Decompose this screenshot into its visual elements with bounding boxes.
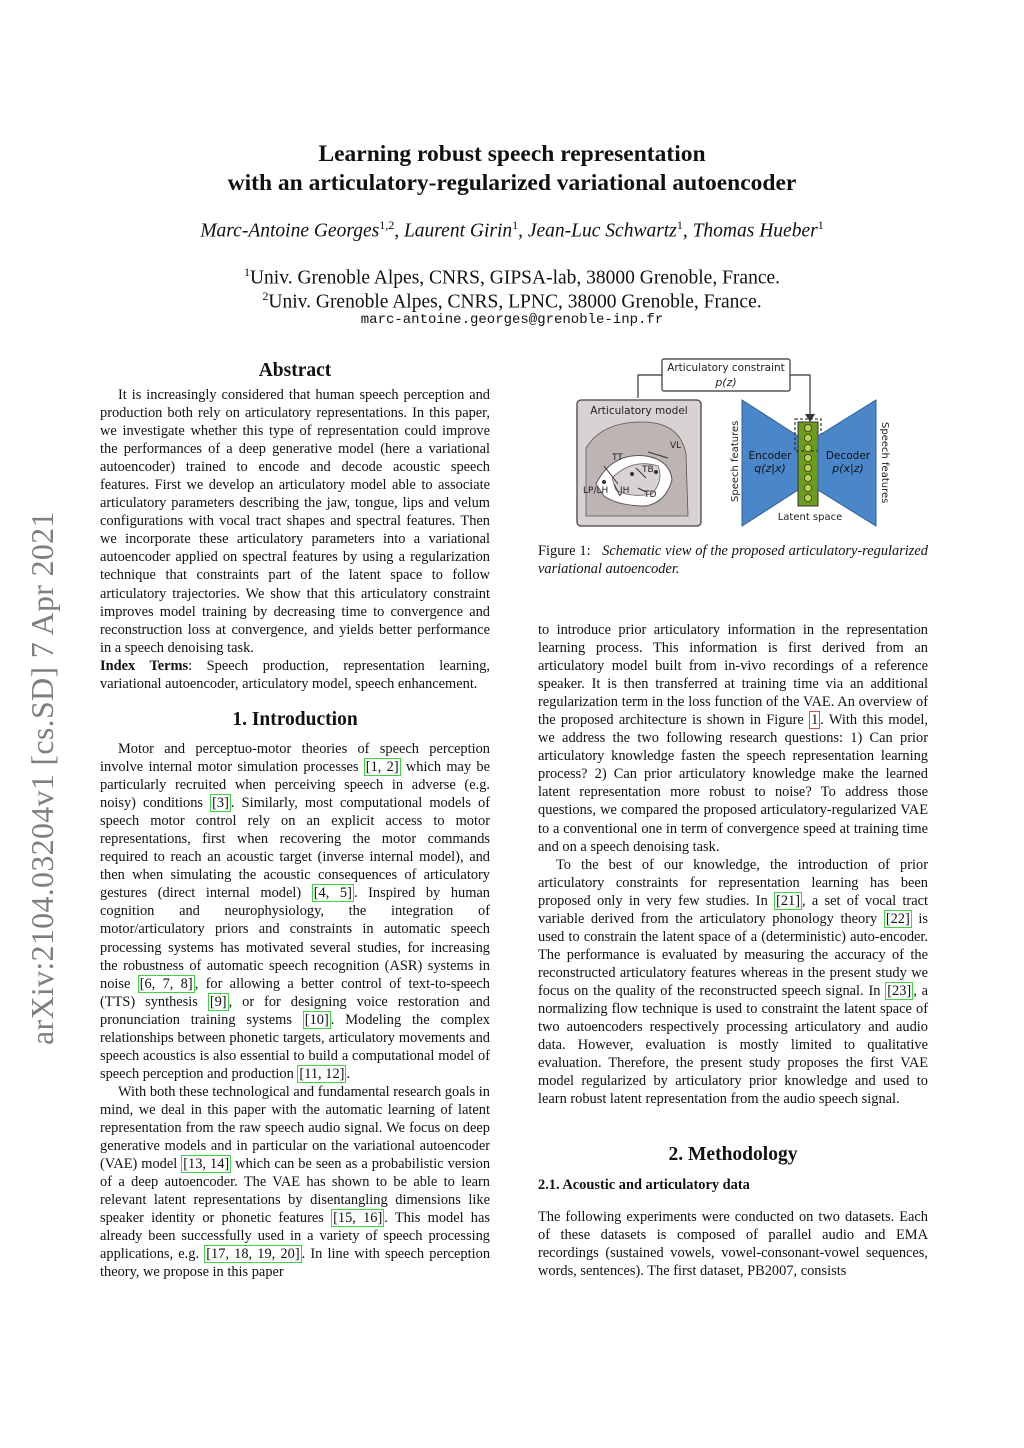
affiliation-2 (0, 284, 1024, 315)
subsection-heading: 2.1. Acoustic and articulatory data (538, 1177, 750, 1193)
abstract-body (100, 386, 490, 693)
figure-caption-label: Figure 1: (538, 543, 591, 559)
tract-label-vl: VL (670, 441, 682, 451)
author-name: Marc-Antoine Georges (200, 220, 380, 242)
intro-paragraph-2: With both these technological and fundamental research goals in mind, we deal in this paper with the automatic learning of latent representation from the raw speech audio signal. We focus on deep generative models and in particular on the variational autoencoder (VAE) model [13, 14] which can be seen as a probabilistic version of a deep autoencoder. The VAE has shown to be able to learn relevant latent representations by disentangling dimensions like speaker identity or phonetic features [15, 16] . This model has already been successfully used in a variety of speech processing applications, e.g. [17, 18, 19, 20] . In line with speech perception theory, we propose in this paper (100, 1083, 491, 1281)
latent-unit (804, 474, 811, 481)
author-affiliation-mark: 1 (817, 218, 824, 232)
right-paragraph-2: To the best of our knowledge, the introduction of prior articulatory constraints for representation learning has been proposed only in very few studies. In [21] , a set of vocal tract variable derived from the articulatory phonology theory [22] is used to constrain the latent space of a (deterministic) auto-encoder. The performance is evaluated by measuring the accuracy of the reconstructed articulatory features whereas in the present study we focus on the quality of the reconstructed speech signal. In [23] , a normalizing flow technique is used to constraint the latent space of two autoencoders respectively processing articulatory and audio data. However, evaluation is mostly limited to qualitative evaluation. Therefore, the present study proposes the first VAE model regularized by articulatory prior knowledge and used to learn robust latent representation from the audio speech signal. (538, 856, 928, 1108)
citation-link[interactable]: [17, 18, 19, 20] (206, 1246, 300, 1263)
citation-link[interactable]: [13, 14] (183, 1156, 230, 1173)
tract-label-lplh: LP/LH (583, 486, 609, 496)
methodology-heading: 2. Methodology (668, 1144, 798, 1165)
latent-unit (804, 434, 811, 441)
arxiv-identifier: arXiv:2104.03204v1 [cs.SD] 7 Apr 2021 (24, 511, 60, 1045)
speech-features-right: Speech features (879, 422, 890, 504)
citation-link[interactable]: [4, 5] (313, 885, 352, 902)
encoder-formula: q(z|x) (754, 462, 786, 475)
connector-latent (790, 375, 810, 418)
right-column-body (538, 621, 928, 1108)
index-terms-text: : Speech production, representation learning, variational autoencoder, articulatory model, speech enhancement. (100, 657, 490, 692)
methodology-body (538, 1208, 928, 1280)
author-name: Laurent Girin (403, 220, 513, 242)
affiliation-mark: 2 (262, 289, 269, 303)
affiliation-text: Univ. Grenoble Alpes, CNRS, LPNC, 38000 Grenoble, France. (268, 291, 762, 313)
sensor-dot (630, 472, 634, 476)
author-email[interactable]: marc-antoine.georges@grenoble-inp.fr (360, 312, 664, 328)
citation-link[interactable]: [1, 2] (365, 759, 399, 776)
latent-unit (804, 444, 811, 451)
citation-link[interactable]: [9] (209, 993, 227, 1010)
introduction-body (100, 740, 490, 1281)
author-list: Marc-Antoine Georges$^{1,2}$, Laurent Girin$^1$, Jean-Luc Schwartz$^1$, Thomas Hueber$^1$ (200, 218, 824, 242)
decoder-label: Decoder (825, 450, 871, 462)
right-paragraph-1: to introduce prior articulatory information in the representation learning process. This information is first derived from an articulatory model built from in-vivo recordings of a reference speaker. It is then transferred at training time via an additional regularization term in the loss function of the VAE. An overview of the proposed architecture is shown in Figure 1 . With this model, we address the two following research questions: 1) Can prior articulatory knowledge fasten the speech representation learning process? 2) Can prior articulatory knowledge make the learned latent representation more robust to noise? To address those questions, we compared the proposed articulatory-regularized VAE to a conventional one in term of convergence speed at training time and on a speech denoising task. (538, 622, 929, 855)
figure-caption (538, 542, 928, 578)
citation-link[interactable]: [23] (887, 982, 912, 999)
paper-title-line-1: Learning robust speech representation (318, 141, 706, 167)
latent-unit (804, 464, 811, 471)
latent-space-label: Latent space (777, 512, 843, 523)
tract-label-td: TD (644, 490, 657, 500)
figure-caption-text: Schematic view of the proposed articulatory-regularized variational autoencoder. (538, 543, 928, 577)
latent-unit (804, 424, 811, 431)
decoder-formula: p(x|z) (832, 462, 864, 475)
affiliation-mark: 1 (243, 265, 250, 279)
abstract-heading: Abstract (258, 360, 332, 381)
citation-link[interactable]: [10] (304, 1011, 329, 1028)
articulatory-model-label: Articulatory model (590, 405, 688, 417)
constraint-formula: p(z) (715, 376, 737, 389)
citation-link[interactable]: [6, 7, 8] (139, 975, 193, 992)
citation-link[interactable]: [15, 16] (333, 1210, 383, 1227)
citation-link[interactable]: [21] (776, 892, 801, 909)
latent-unit (804, 484, 811, 491)
citation-link[interactable]: [11, 12] (299, 1065, 345, 1082)
abstract-text: It is increasingly considered that human speech perception and production both rely on articulatory representations. In this paper, we investigate whether this type of representation could improve the performances of a deep generative model (here a variational autoencoder) trained to encode and decode acoustic speech features. First we develop an articulatory model able to associate articulatory parameters describing the jaw, tongue, lips and velum configurations with vocal tract shapes and spectral features. Then we incorporate these articulatory parameters into a variational autoencoder applied on spectral features by using a regularization technique that constraints part of the latent space to follow articulatory trajectories. We show that this articulatory constraint improves model training by decreasing time to convergence and reconstruction loss at convergence, and yields better performance in a speech denoising task. (100, 387, 490, 656)
paper-title-line-2: with an articulatory-regularized variational autoencoder (227, 170, 797, 196)
author-affiliation-mark: 1,2 (379, 218, 395, 232)
author-affiliation-mark: 1 (512, 218, 519, 232)
speech-features-left: Speech features (730, 420, 741, 502)
encoder-label: Encoder (748, 450, 792, 462)
figure-reference-link[interactable]: 1 (811, 712, 819, 729)
sensor-dot (654, 470, 658, 474)
introduction-heading: 1. Introduction (232, 709, 358, 730)
arrow-head-icon (805, 414, 815, 422)
methodology-paragraph: The following experiments were conducted on two datasets. Each of these datasets is composed of parallel audio and EMA recordings (sustained vowels, vowel-consonant-vowel sequences, words, sentences). The first dataset, PB2007, consists (538, 1209, 928, 1280)
latent-unit (804, 454, 811, 461)
author-name: Thomas Hueber (692, 220, 818, 242)
constraint-label: Articulatory constraint (667, 362, 785, 374)
tract-label-tb: TB (642, 465, 654, 475)
architecture-figure (572, 356, 906, 528)
connector-model (638, 375, 662, 398)
tract-label-tt: TT (612, 453, 623, 463)
citation-link[interactable]: [3] (212, 795, 229, 812)
latent-unit (804, 494, 811, 501)
author-name: Jean-Luc Schwartz (527, 220, 677, 242)
sensor-dot (602, 480, 606, 484)
affiliation-text: Univ. Grenoble Alpes, CNRS, GIPSA-lab, 38000 Grenoble, France. (249, 267, 781, 289)
tract-label-jh: JH (620, 486, 630, 496)
intro-paragraph-1: Motor and perceptuo-motor theories of speech perception involve internal motor simulation processes [1, 2] which may be particularly recruited when perceiving speech in adverse (e.g. noisy) conditions [3] . Similarly, most computational models of speech motor control rely on an explicit access to motor representations, first when recovering the motor commands required to reach an acoustic target (inverse internal model), and then when simulating the acoustic consequences of articulatory gestures (direct internal model) [4, 5] . Inspired by human cognition and neurophysiology, the integration of motor/articulatory priors and constraints in automatic speech processing systems has motivated several studies, for increasing the robustness of automatic speech recognition (ASR) systems in noise [6, 7, 8] , for allowing a better control of text-to-speech (TTS) synthesis [9] , or for designing voice restoration and pronunciation training systems [10] . Modeling the complex relationships between phonetic targets, articulatory movements and speech acoustics is also essential to build a computational model of speech perception and production [11, 12] . (100, 741, 491, 1082)
citation-link[interactable]: [22] (885, 910, 910, 927)
index-terms-label: Index Terms (100, 657, 189, 674)
author-affiliation-mark: 1 (676, 218, 683, 232)
index-terms (100, 657, 490, 693)
